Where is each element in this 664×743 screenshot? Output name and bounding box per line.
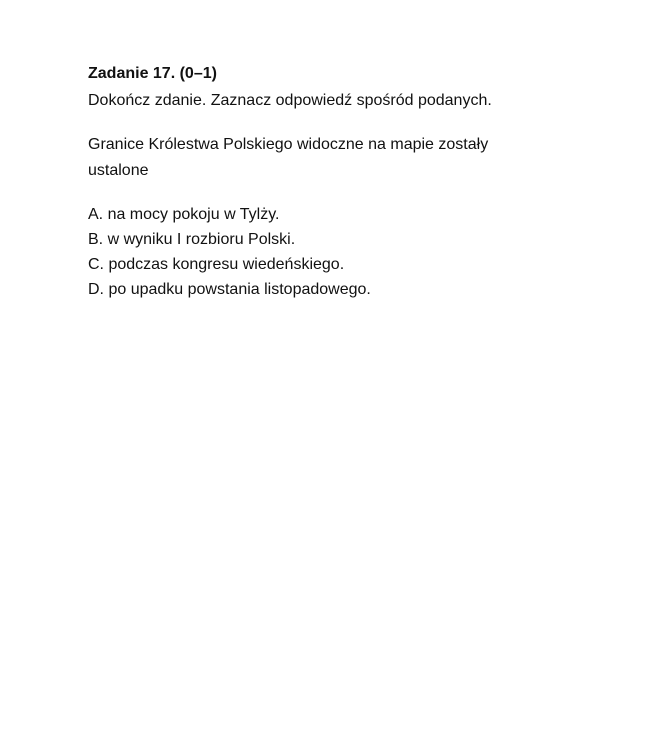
task-title: Zadanie 17. (0–1) bbox=[88, 65, 217, 82]
answer-option-d[interactable]: D. po upadku powstania listopadowego. bbox=[88, 281, 371, 298]
answer-option-b[interactable]: B. w wyniku I rozbioru Polski. bbox=[88, 231, 296, 248]
question-line-1: Granice Królestwa Polskiego widoczne na mapie zostały bbox=[88, 136, 489, 153]
task-page bbox=[88, 64, 608, 302]
question-stem bbox=[88, 132, 608, 184]
question-line-2: ustalone bbox=[88, 162, 149, 179]
answer-options bbox=[88, 202, 608, 302]
answer-option-c[interactable]: C. podczas kongresu wiedeńskiego. bbox=[88, 256, 345, 273]
answer-option-a[interactable]: A. na mocy pokoju w Tylży. bbox=[88, 206, 280, 223]
task-instruction: Dokończ zdanie. Zaznacz odpowiedź spośród podanych. bbox=[88, 92, 492, 109]
